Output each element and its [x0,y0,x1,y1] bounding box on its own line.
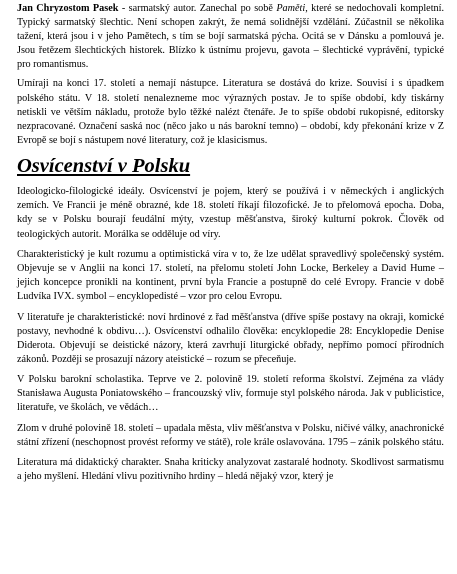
paragraph-literature: V literatuře je charakteristické: noví hrdinové z řad měšťanstva (dříve spíše postavy na okraji, komické postavy, nevhodné k obdivu…). Osvícenství odhalilo člověka: encyklopedie 28: Encyklopedie Denise Diderota. Objevují se deistické názory, která zavrhují liturgické obřady, nepřímo pomocí přírodních zákonů. Později se prosazují názory ateistické – rozum se přeceňuje. [17,311,444,365]
paragraph-pasek [17,2,444,72]
paragraph-poland: V Polsku barokní scholastika. Teprve ve 2. polovině 19. století reforma školství. Zejména za vlády Stanisława Augusta Poniatowského – francouzský vliv, formuje styl polského národa. Jak v publicistice, literatuře, ve školách, ve vědách… [17,374,444,414]
paragraph-turning-point: Zlom v druhé polovině 18. století – upadala města, vliv měšťanstva v Polsku, ničivé války, anachronické státní zřízení (neschopnost provést reformy ve státě), role krále oslavována. 1795 – zánik polského státu. [17,422,444,448]
author-name: Jan Chryzostom Pasek [17,3,119,14]
paragraph-reason: Charakteristický je kult rozumu a optimistická víra v to, že lze udělat spravedlivý společenský systém. Objevuje se v Anglii na konci 17. století, na přelomu století John Locke, Berkeley a David Hume – jejich koncepce pronikli na kontinent, první byla Francie a postupně do celé Evropy. Francie v době Ludvíka IVX. symbol – encyklopedisté – vzor pro celou Evropu. [17,248,444,303]
paragraph-text: - sarmatský autor. Zanechal po sobě [118,3,277,14]
paragraph-ideals: Ideologicko-filologické ideály. Osvícenství je pojem, který se používá i v německých i anglických zemích. Ve Francii je méně obrazné, kde 18. století říkají filozofické. Je to přelomová epocha. Doba, kdy se v Polsku bourají feudální mýty, vzestup měšťanstva, široký kulturní pokrok. Člověk od teologických autorit. Morálka se odděluje od víry. [17,186,444,240]
paragraph-text: , které se nedochovali kompletní. Typický sarmatský šlechtic. Není schopen zakrýt, že nemá solidnější vzdělání. Zúčastnil se několika tažení, která jsou i v jeho Pamětech, s tím se bojí sarmatská pýcha. Ocitá se v Dánsku a pomlouvá je. Jsou řetězem šlechtických historek. Blízko k ústnímu projevu, gavota – šlechtické vyprávění, typické pro romantismus. [17,3,445,71]
work-title: Paměti [276,3,306,14]
paragraph-decline: Umíraji na konci 17. století a nemají nástupce. Literatura se dostává do krize. Souvisí i s úpadkem polského státu. V 18. století nenalezneme moc výrazných postav. Je to spíše období, kdy tiskárny netiskli ve větším nákladu, protože bylo těžké nalézt čtenáře. Je to spíše období rukopisné, editorsky nezpracované. Označení saská noc (něco jako u nás barokní temno) – období, kdy překonání krize v Z Evropě se bojí s nástupem nové literatury, což je klasicismus. [17,78,444,146]
paragraph-didactic: Literatura má didaktický charakter. Snaha kriticky analyzovat zastaralé hodnoty. Skodlivost sarmatismu a jeho myšlení. Hledání vlivu pozitivního hrdiny – hledá nějaký vzor, který je [17,457,444,483]
section-heading: Osvícenství v Polsku [17,155,191,178]
